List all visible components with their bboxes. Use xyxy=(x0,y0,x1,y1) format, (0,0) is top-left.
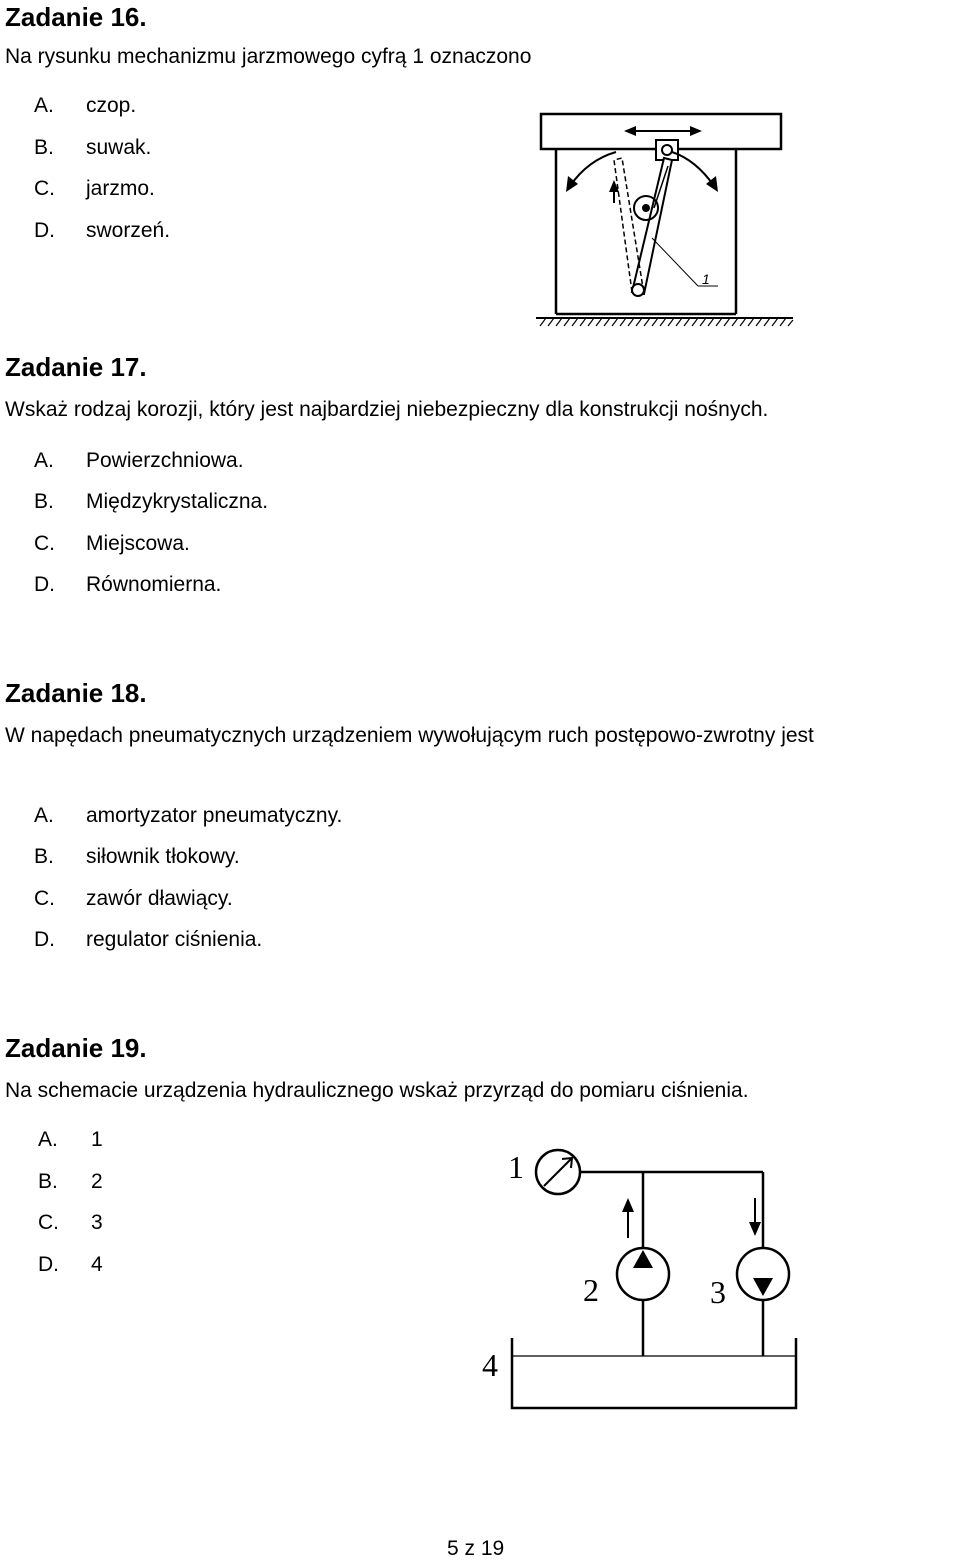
option-text: siłownik tłokowy. xyxy=(86,845,240,868)
option-letter: B. xyxy=(34,136,54,159)
option-letter: D. xyxy=(34,219,55,242)
option-letter: B. xyxy=(34,845,54,868)
option-text: 1 xyxy=(91,1128,103,1151)
option-letter: A. xyxy=(34,94,54,117)
option-text: Równomierna. xyxy=(86,573,222,596)
option-text: jarzmo. xyxy=(86,177,155,200)
option-letter: D. xyxy=(34,928,55,951)
option-text: czop. xyxy=(86,94,137,117)
option-text: 2 xyxy=(91,1170,103,1193)
option-letter: A. xyxy=(34,449,54,472)
option-text: 4 xyxy=(91,1253,103,1276)
task-19-question: Na schemacie urządzenia hydraulicznego wskaż przyrząd do pomiaru ciśnienia. xyxy=(5,1079,749,1102)
hydraulic-schematic-figure xyxy=(470,1130,810,1420)
schematic-label-2: 2 xyxy=(583,1272,599,1308)
task-19-heading: Zadanie 19. xyxy=(5,1033,147,1063)
option-letter: B. xyxy=(38,1170,58,1193)
task-17-heading: Zadanie 17. xyxy=(5,352,147,382)
option-text: amortyzator pneumatyczny. xyxy=(86,804,343,827)
task-18-heading: Zadanie 18. xyxy=(5,678,147,708)
option-letter: A. xyxy=(38,1128,58,1151)
task-17-question: Wskaż rodzaj korozji, który jest najbardziej niebezpieczny dla konstrukcji nośnych. xyxy=(5,398,769,421)
option-letter: C. xyxy=(34,887,55,910)
option-text: Miejscowa. xyxy=(86,532,190,555)
option-letter: A. xyxy=(34,804,54,827)
schematic-label-4: 4 xyxy=(482,1347,498,1383)
option-letter: D. xyxy=(38,1253,59,1276)
schematic-label-3: 3 xyxy=(710,1274,726,1310)
task-16-question: Na rysunku mechanizmu jarzmowego cyfrą 1 oznaczono xyxy=(5,45,532,68)
option-text: sworzeń. xyxy=(86,219,171,242)
option-text: Powierzchniowa. xyxy=(86,449,244,472)
option-text: suwak. xyxy=(86,136,152,159)
schematic-label-1: 1 xyxy=(508,1149,524,1185)
tank-symbol xyxy=(512,1338,796,1408)
option-letter: C. xyxy=(38,1211,59,1234)
task-18-question: W napędach pneumatycznych urządzeniem wywołującym ruch postępowo-zwrotny jest xyxy=(5,724,814,747)
option-text: zawór dławiący. xyxy=(86,887,233,910)
option-letter: D. xyxy=(34,573,55,596)
option-letter: C. xyxy=(34,177,55,200)
task-16-heading: Zadanie 16. xyxy=(5,2,147,32)
option-text: 3 xyxy=(91,1211,103,1234)
page-number: 5 z 19 xyxy=(447,1537,505,1560)
option-letter: B. xyxy=(34,490,54,513)
yoke-mechanism-figure xyxy=(528,108,798,330)
option-letter: C. xyxy=(34,532,55,555)
option-text: Międzykrystaliczna. xyxy=(86,490,269,513)
figure-label-1: 1 xyxy=(702,271,710,287)
option-text: regulator ciśnienia. xyxy=(86,928,263,951)
